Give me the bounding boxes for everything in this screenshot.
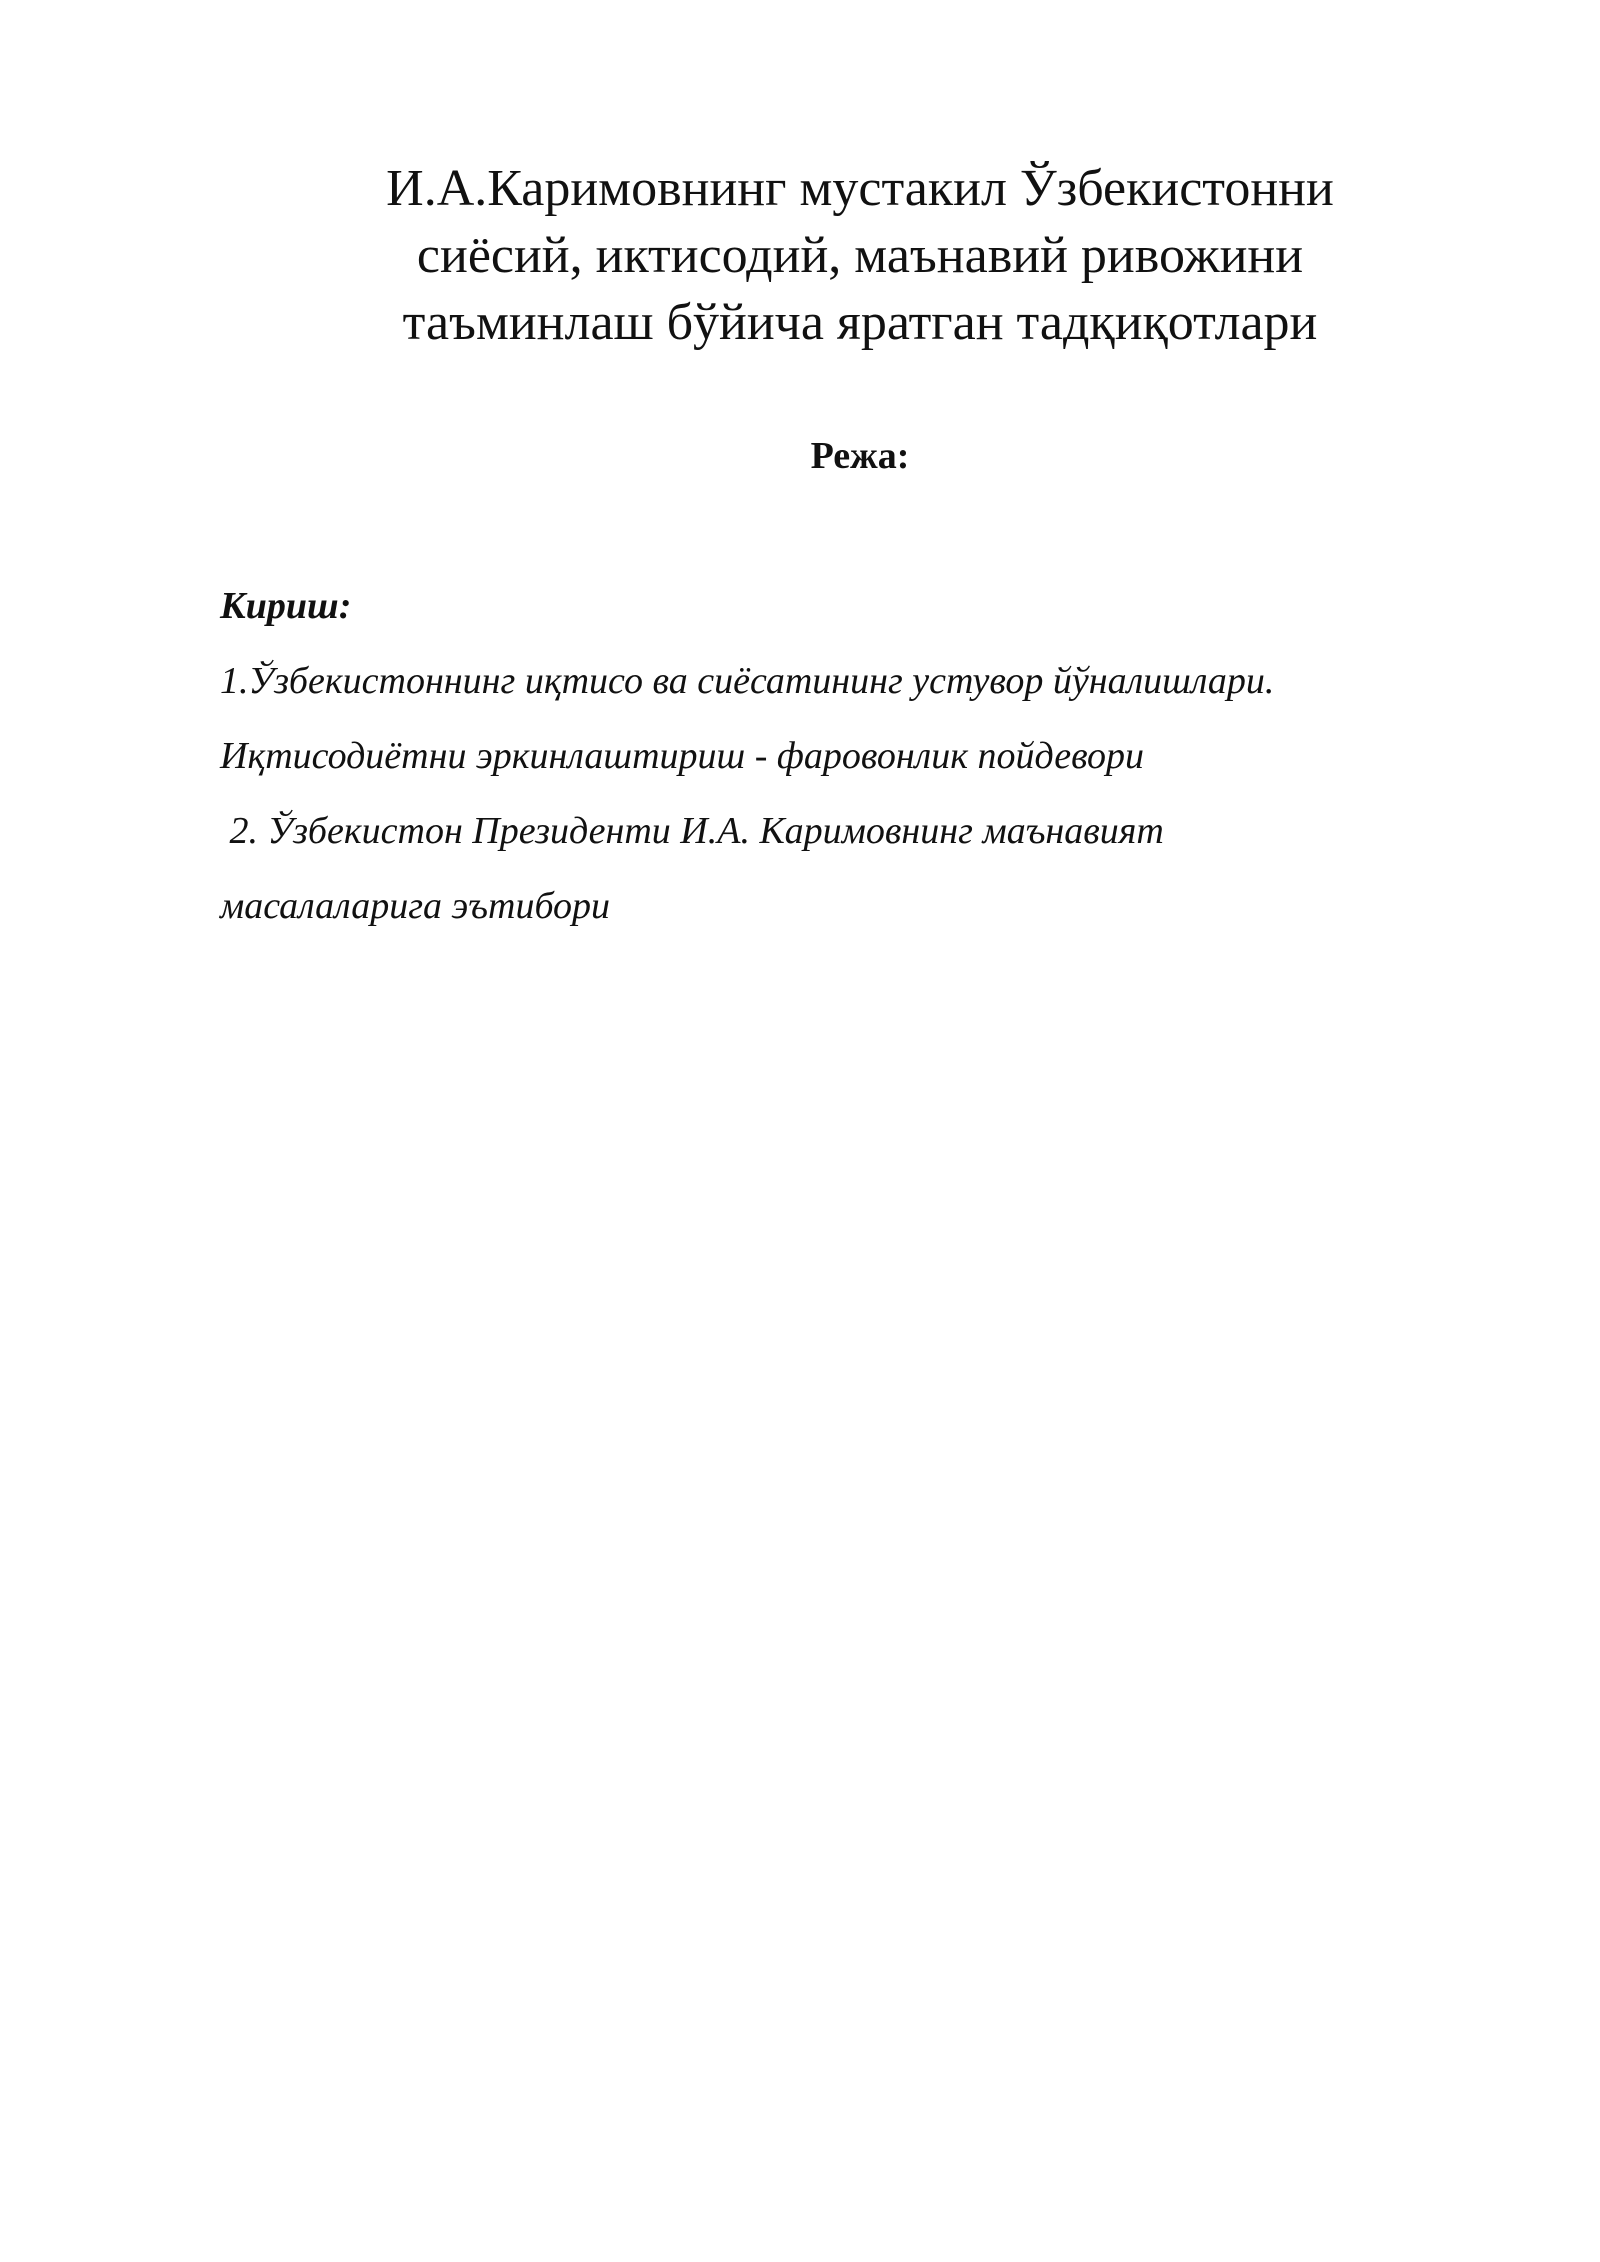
plan-heading: Режа: xyxy=(810,435,910,477)
document-title xyxy=(200,155,1520,356)
title-line: сиёсий, иктисодий, маънавий ривожини xyxy=(416,227,1304,284)
plan-line: 2. Ўзбекистон Президенти И.А. Каримовнинг маънавият xyxy=(220,810,1164,852)
plan-line: Иқтисодиётни эркинлаштириш - фаровонлик пойдевори xyxy=(220,735,1145,777)
title-line: таъминлаш бўйича яратган тадқиқотлари xyxy=(402,294,1318,351)
intro-heading: Кириш: xyxy=(220,585,352,627)
plan-line: 1.Ўзбекистоннинг иқтисо ва сиёсатининг устувор йўналишлари. xyxy=(220,660,1275,702)
plan-line: масалаларига эътибори xyxy=(220,885,611,927)
title-line: И.А.Каримовнинг мустакил Ўзбекистонни xyxy=(386,160,1334,217)
